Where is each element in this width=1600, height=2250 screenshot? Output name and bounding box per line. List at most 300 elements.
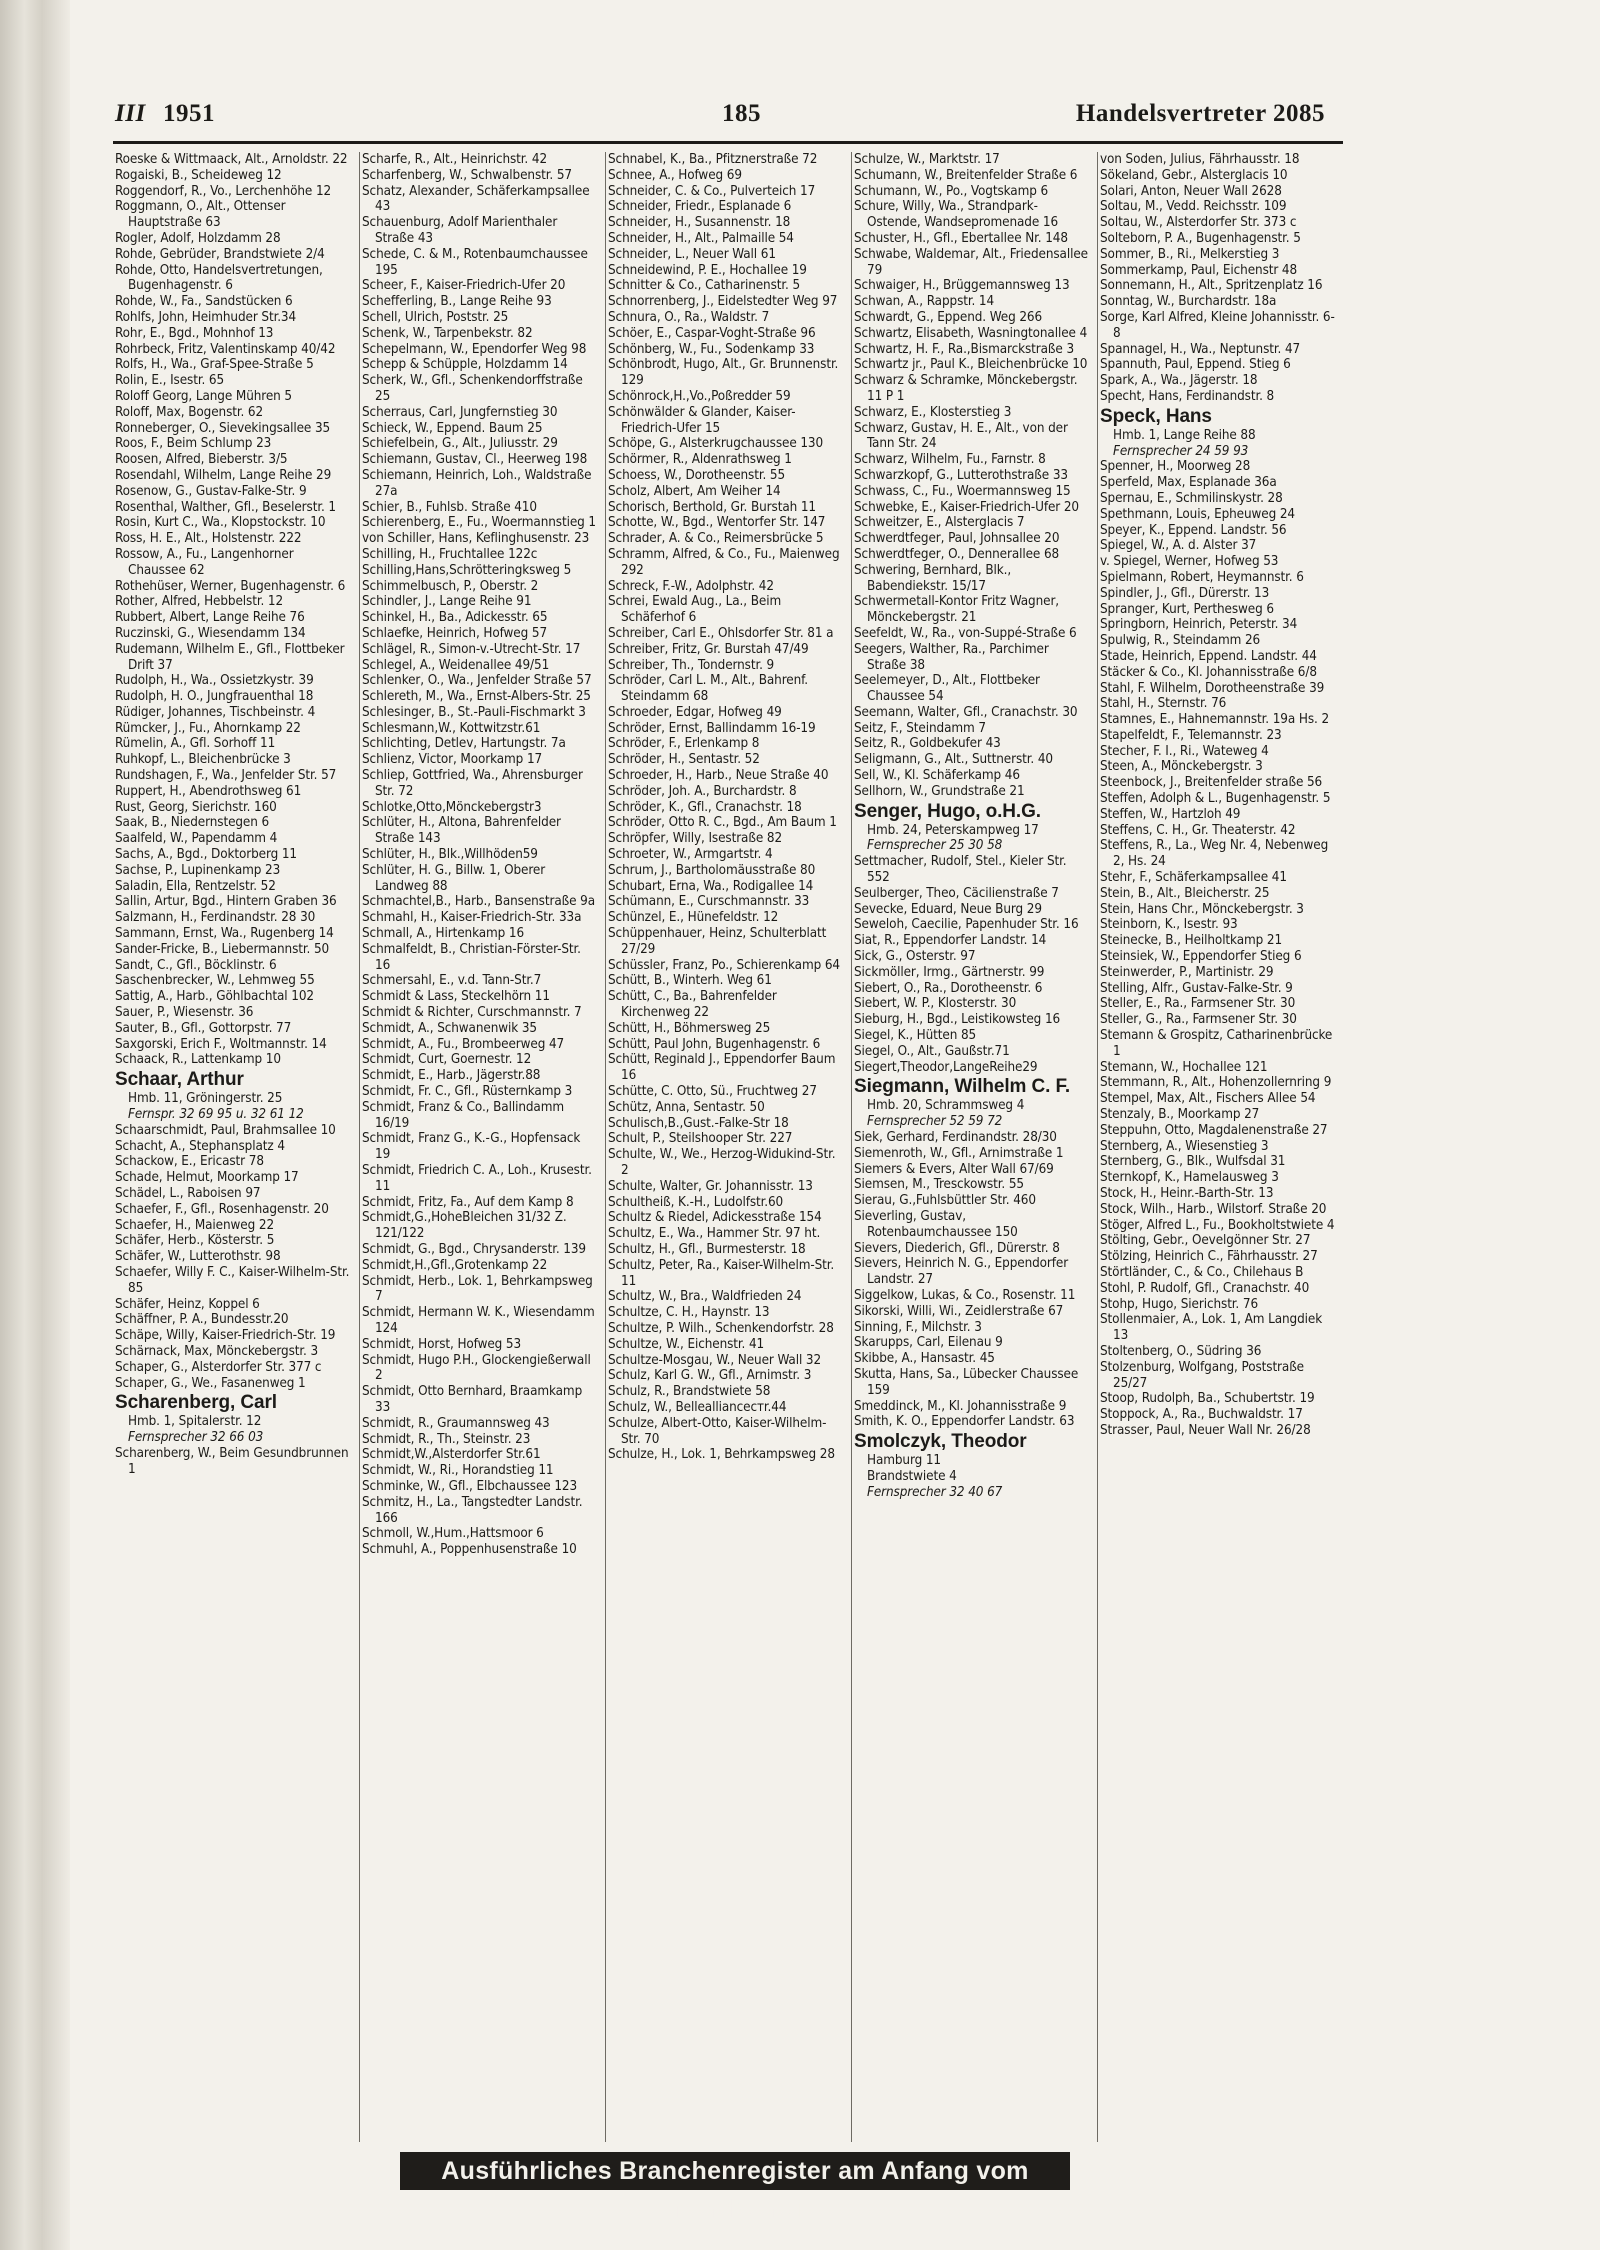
- directory-entry: Schneider, Friedr., Esplanade 6: [608, 199, 792, 215]
- directory-entry: Seitz, F., Steindamm 7: [854, 720, 986, 736]
- directory-entry: Steinecke, B., Heilholtkamp 21: [1100, 933, 1283, 949]
- directory-entry: Spielmann, Robert, Heymannstr. 6: [1100, 569, 1304, 585]
- directory-entry: Schmachtel,B., Harb., Bansenstraße 9a: [362, 894, 595, 910]
- directory-entry: Schimmelbusch, P., Oberstr. 2: [362, 578, 539, 594]
- directory-entry: Rundshagen, F., Wa., Jenfelder Str. 57: [115, 768, 337, 784]
- directory-entry: Rohde, Otto, Handelsvertretungen, Bugenhagenstr. 6: [115, 262, 323, 294]
- directory-entry: Soltau, W., Alsterdorfer Str. 373 c: [1100, 215, 1297, 231]
- directory-entry: Ruhkopf, L., Bleichenbrücke 3: [115, 752, 291, 768]
- directory-entry: Schultz, Peter, Ra., Kaiser-Wilhelm-Str. 11: [608, 1257, 835, 1289]
- directory-entry: Schäffner, P. A., Bundesstr.20: [115, 1312, 289, 1328]
- phone-line: Fernsprecher 25 30 58: [867, 838, 1003, 854]
- directory-entry: Schröder, H., Sentastr. 52: [608, 752, 760, 768]
- book-binding-edge: [0, 0, 71, 2250]
- directory-entry: Schwarzkopf, G., Lutterothstraße 33: [854, 467, 1068, 483]
- directory-entry: Schumann, W., Breitenfelder Straße 6: [854, 167, 1078, 183]
- directory-entry: Schauenburg, Adolf Marienthaler Straße 43: [362, 215, 558, 246]
- directory-entry: Schmidt,G.,HoheBleichen 31/32 Z. 121/122: [362, 1210, 567, 1242]
- directory-entry: Hmb. 1, Spitalerstr. 12: [128, 1414, 262, 1430]
- directory-entry: Stöger, Alfred L., Fu., Bookholtstwiete 4: [1100, 1217, 1335, 1233]
- directory-entry: Rohde, Gebrüder, Brandstwiete 2/4: [115, 246, 325, 262]
- directory-entry: Hmb. 24, Peterskampweg 17: [867, 822, 1039, 838]
- directory-entry: Schefferling, B., Lange Reihe 93: [362, 294, 552, 310]
- directory-entry: Stecher, F. I., Ri., Wateweg 4: [1100, 743, 1269, 759]
- directory-entry: Schädel, L., Raboisen 97: [115, 1186, 261, 1201]
- directory-entry: Schepp & Schüpple, Holzdamm 14: [362, 357, 568, 373]
- directory-entry: Stein, Hans Chr., Mönckebergstr. 3: [1100, 901, 1304, 917]
- directory-entry: Roeske & Wittmaack, Alt., Arnoldstr. 22: [115, 152, 348, 167]
- directory-entry: Siemsen, M., Tresckowstr. 55: [854, 1177, 1024, 1193]
- directory-entry: Schmidt & Lass, Steckelhörn 11: [362, 989, 550, 1005]
- directory-entry: Specht, Hans, Ferdinandstr. 8: [1100, 388, 1275, 404]
- directory-entry: Stapelfeldt, F., Telemannstr. 23: [1100, 727, 1282, 743]
- directory-entry: Schwebke, E., Kaiser-Friedrich-Ufer 20: [854, 499, 1079, 515]
- directory-entry: Springborn, Heinrich, Peterstr. 34: [1100, 617, 1298, 633]
- directory-entry: Schünzel, E., Hünefeldstr. 12: [608, 910, 779, 926]
- directory-entry: Schoess, W., Dorotheenstr. 55: [608, 467, 786, 483]
- directory-entry: Steffens, R., La., Weg Nr. 4, Nebenweg 2, Hs. 24: [1100, 838, 1329, 870]
- directory-entry: Seulberger, Theo, Cäcilienstraße 7: [854, 885, 1059, 901]
- directory-entry: Schmidt & Richter, Curschmannstr. 7: [362, 1005, 582, 1021]
- directory-entry: Schlichting, Detlev, Hartungstr. 7a: [362, 736, 566, 752]
- directory-entry: Sieburg, H., Bgd., Leistikowsteg 16: [854, 1012, 1061, 1028]
- directory-entry: Schröder, Ernst, Ballindamm 16-19: [608, 720, 816, 736]
- phone-line: Fernsprecher 32 40 67: [867, 1484, 1003, 1500]
- directory-entry: Ronneberger, O., Sievekingsallee 35: [115, 420, 331, 436]
- directory-entry: Roloff Georg, Lange Mühren 5: [115, 388, 292, 404]
- directory-entry: Schaper, G., Alsterdorfer Str. 377 c: [115, 1359, 322, 1375]
- directory-column-1: [113, 152, 359, 2142]
- directory-entry: Schilling, H., Fruchtallee 122c: [362, 546, 538, 562]
- directory-entry: Skibbe, A., Hansastr. 45: [854, 1351, 995, 1367]
- directory-entry: Schroeder, Edgar, Hofweg 49: [608, 704, 782, 720]
- directory-entry: Schwaiger, H., Brüggemannsweg 13: [854, 278, 1070, 294]
- directory-entry: Rogler, Adolf, Holzdamm 28: [115, 230, 281, 246]
- phone-line: Fernsprecher 32 66 03: [128, 1430, 264, 1446]
- directory-entry: Sick, G., Osterstr. 97: [854, 949, 976, 965]
- directory-entry: Schiemann, Gustav, Cl., Heerweg 198: [362, 452, 588, 468]
- directory-column-5: [1097, 152, 1343, 2142]
- directory-entry: Schöer, E., Caspar-Voght-Straße 96: [608, 325, 816, 341]
- directory-entry: Rolin, E., Isestr. 65: [115, 373, 225, 389]
- directory-entry: Schmalfeldt, B., Christian-Förster-Str. 16: [362, 941, 581, 973]
- directory-entry: Hmb. 20, Schrammsweg 4: [867, 1098, 1025, 1114]
- directory-entry: Ruczinski, G., Wiesendamm 134: [115, 625, 306, 641]
- directory-entry: Rudolph, H. O., Jungfrauenthal 18: [115, 689, 314, 705]
- directory-entry: Sternkopf, K., Hamelausweg 3: [1100, 1170, 1279, 1186]
- directory-entry: Störtländer, C., & Co., Chilehaus B: [1100, 1264, 1304, 1280]
- directory-entry: Schönbrodt, Hugo, Alt., Gr. Brunnenstr. 129: [608, 357, 839, 389]
- directory-entry: Steller, E., Ra., Farmsener Str. 30: [1100, 996, 1296, 1012]
- directory-entry: Stamnes, E., Hahnemannstr. 19a Hs. 2: [1100, 712, 1330, 728]
- directory-entry: Schörmer, R., Aldenrathsweg 1: [608, 452, 792, 468]
- directory-entry: Rümcker, J., Fu., Ahornkamp 22: [115, 720, 301, 736]
- directory-entry: Schwarz, Wilhelm, Fu., Farnstr. 8: [854, 452, 1046, 468]
- directory-entry: Seelemeyer, D., Alt., Flottbeker Chaussee 54: [854, 673, 1040, 705]
- directory-entry: Schulze, W., Marktstr. 17: [854, 152, 1000, 167]
- directory-entry: Stein, B., Alt., Bleicherstr. 25: [1100, 885, 1270, 901]
- directory-entry: Sternberg, G., Blk., Wulfsdal 31: [1100, 1154, 1286, 1170]
- page-number: 185: [722, 100, 761, 127]
- directory-entry: Sorge, Karl Alfred, Kleine Johannisstr. 6-8: [1100, 309, 1335, 341]
- directory-entry: Siegel, K., Hütten 85: [854, 1028, 977, 1044]
- directory-entry: Rudemann, Wilhelm E., Gfl., Flottbeker Drift 37: [115, 641, 345, 673]
- directory-entry: Schmidt, Franz G., K.-G., Hopfensack 19: [362, 1131, 581, 1163]
- directory-entry: Schulze, H., Lok. 1, Behrkampsweg 28: [608, 1447, 835, 1463]
- directory-entry: Settmacher, Rudolf, Stel., Kieler Str. 552: [854, 854, 1067, 886]
- directory-entry: Seefeldt, W., Ra., von-Suppé-Straße 6: [854, 625, 1077, 641]
- directory-entry: Saladin, Ella, Rentzelstr. 52: [115, 878, 276, 894]
- directory-entry: Schmidt, E., Harb., Jägerstr.88: [362, 1068, 541, 1084]
- directory-entry: Scholz, Albert, Am Weiher 14: [608, 483, 781, 499]
- directory-entry: Schult, P., Steilshooper Str. 227: [608, 1131, 793, 1147]
- directory-entry: Solteborn, P. A., Bugenhagenstr. 5: [1100, 230, 1301, 246]
- directory-entry: Schwartz jr., Paul K., Bleichenbrücke 10: [854, 357, 1088, 373]
- directory-entry: Sallin, Artur, Bgd., Hintern Graben 36: [115, 894, 337, 910]
- directory-entry: Ruppert, H., Abendrothsweg 61: [115, 783, 302, 799]
- directory-entry: Saschenbrecker, W., Lehmweg 55: [115, 973, 315, 989]
- directory-entry: Schulze, Albert-Otto, Kaiser-Wilhelm-Str. 70: [608, 1415, 827, 1447]
- directory-entry: Stahl, H., Sternstr. 76: [1100, 696, 1227, 712]
- directory-entry: Steller, G., Ra., Farmsener Str. 30: [1100, 1012, 1297, 1028]
- directory-entry: Schultz, H., Gfl., Burmesterstr. 18: [608, 1241, 806, 1257]
- footer-banner: Ausführliches Branchenregister am Anfang vom Branchenteil: [400, 2152, 1070, 2190]
- directory-entry: Stoop, Rudolph, Ba., Schubertstr. 19: [1100, 1391, 1315, 1407]
- directory-entry: Rother, Alfred, Hebbelstr. 12: [115, 594, 284, 610]
- directory-entry: Schulisch,B.,Gust.-Falke-Str 18: [608, 1115, 789, 1131]
- phone-line: Fernspr. 32 69 95 u. 32 61 12: [128, 1107, 304, 1123]
- directory-entry: Schell, Ulrich, Poststr. 25: [362, 309, 509, 325]
- directory-entry: Schmidt, A., Fu., Brombeerweg 47: [362, 1036, 565, 1052]
- directory-entry: Schroeder, H., Harb., Neue Straße 40: [608, 768, 829, 784]
- directory-entry: Schäfer, Heinz, Koppel 6: [115, 1296, 260, 1312]
- directory-entry: Spernau, E., Schmilinskystr. 28: [1100, 490, 1283, 506]
- directory-entry: Rohr, E., Bgd., Mohnhof 13: [115, 325, 274, 341]
- directory-entry: Schiefelbein, G., Alt., Juliusstr. 29: [362, 436, 558, 452]
- header-rule: [113, 141, 1343, 144]
- directory-entry: Sammann, Ernst, Wa., Rugenberg 14: [115, 926, 334, 942]
- directory-entry: Schaefer, F., Gfl., Rosenhagenstr. 20: [115, 1201, 329, 1217]
- directory-entry: Siegel, O., Alt., Gaußstr.71: [854, 1043, 1010, 1059]
- directory-entry: Schlüter, H. G., Billw. 1, Oberer Landweg 88: [362, 862, 546, 894]
- directory-entry: Steen, A., Mönckebergstr. 3: [1100, 759, 1263, 775]
- directory-entry: Spark, A., Wa., Jägerstr. 18: [1100, 373, 1258, 389]
- directory-entry: Stock, H., Heinr.-Barth-Str. 13: [1100, 1186, 1274, 1201]
- directory-entry: Sievers, Diederich, Gfl., Dürerstr. 8: [854, 1240, 1060, 1256]
- directory-entry: Sandt, C., Gfl., Böcklinstr. 6: [115, 957, 277, 973]
- directory-entry: Rohde, W., Fa., Sandstücken 6: [115, 294, 293, 310]
- section-title: Handelsvertreter 2085: [1075, 100, 1325, 127]
- directory-entry: Siemenroth, W., Gfl., Arnimstraße 1: [854, 1145, 1064, 1161]
- directory-entry: Saak, B., Niedernstegen 6: [115, 815, 270, 831]
- directory-entry: Hamburg 11: [867, 1453, 941, 1469]
- directory-entry: Schultz & Riedel, Adickesstraße 154: [608, 1210, 822, 1226]
- directory-entry: Seemann, Walter, Gfl., Cranachstr. 30: [854, 704, 1078, 720]
- directory-entry: Sachs, A., Bgd., Doktorberg 11: [115, 847, 297, 863]
- phone-line: Fernsprecher 52 59 72: [867, 1114, 1003, 1130]
- directory-entry: Schmidt, R., Graumannsweg 43: [362, 1415, 550, 1431]
- directory-entry: Stenzaly, B., Moorkamp 27: [1100, 1107, 1260, 1123]
- directory-entry: Schröder, K., Gfl., Cranachstr. 18: [608, 799, 802, 815]
- directory-entry: Rudolph, H., Wa., Ossietzkystr. 39: [115, 673, 314, 689]
- directory-entry: Hmb. 11, Gröningerstr. 25: [128, 1091, 283, 1107]
- directory-entry: Spenner, H., Moorweg 28: [1100, 459, 1251, 475]
- directory-entry: Rossow, A., Fu., Langenhorner Chaussee 62: [115, 546, 294, 578]
- directory-entry: Schmidt, Franz & Co., Ballindamm 16/19: [362, 1099, 564, 1131]
- directory-entry: Stäcker & Co., Kl. Johannisstraße 6/8: [1100, 664, 1317, 680]
- directory-entry: Schede, C. & M., Rotenbaumchaussee 195: [362, 246, 588, 278]
- directory-entry: Stemmann, R., Alt., Hohenzollernring 9: [1100, 1075, 1332, 1091]
- directory-entry: Scharfe, R., Alt., Heinrichstr. 42: [362, 152, 548, 167]
- directory-entry: von Soden, Julius, Fährhausstr. 18: [1100, 152, 1300, 167]
- directory-entry: Schmidt,H.,Gfl.,Grotenkamp 22: [362, 1257, 548, 1273]
- directory-entry: Steffen, Adolph & L., Bugenhagenstr. 5: [1100, 791, 1331, 807]
- directory-entry: Schütte, C. Otto, Sü., Fruchtweg 27: [608, 1084, 817, 1100]
- directory-entry: Scherk, W., Gfl., Schenkendorffstraße 25: [362, 373, 583, 404]
- directory-entry: Schure, Willy, Wa., Strandpark-Ostende, Wandsepromenade 16: [854, 199, 1059, 231]
- directory-entry: Schönberg, W., Fu., Sodenkamp 33: [608, 341, 815, 357]
- directory-entry: Schultze, W., Eichenstr. 41: [608, 1336, 765, 1352]
- firm-heading: Speck, Hans: [1100, 405, 1212, 427]
- directory-entry: Schneider, H., Susannenstr. 18: [608, 215, 791, 231]
- directory-entry: Schramm, Alfred, & Co., Fu., Maienweg 292: [608, 546, 840, 578]
- directory-entry: Sattig, A., Harb., Göhlbachtal 102: [115, 989, 314, 1005]
- directory-entry: Siggelkow, Lukas, & Co., Rosenstr. 11: [854, 1287, 1076, 1303]
- directory-entry: Siegert,Theodor,LangeReihe29: [854, 1059, 1038, 1075]
- directory-entry: Schäfer, W., Lutterothstr. 98: [115, 1249, 281, 1265]
- directory-entry: von Schiller, Hans, Keflinghusenstr. 23: [362, 531, 590, 547]
- directory-entry: Stahl, F. Wilhelm, Dorotheenstraße 39: [1100, 680, 1325, 696]
- directory-entry: Sinning, F., Milchstr. 3: [854, 1319, 982, 1335]
- directory-entry: Schacht, A., Stephansplatz 4: [115, 1138, 285, 1154]
- directory-entry: Schultz, W., Bra., Waldfrieden 24: [608, 1289, 802, 1305]
- directory-entry: Roggendorf, R., Vo., Lerchenhöhe 12: [115, 183, 332, 199]
- directory-entry: Spannuth, Paul, Eppend. Stieg 6: [1100, 357, 1291, 373]
- directory-entry: Schlotke,Otto,Mönckebergstr3: [362, 799, 542, 815]
- directory-entry: Schnura, O., Ra., Waldstr. 7: [608, 309, 770, 325]
- directory-entry: Schmidt, Horst, Hofweg 53: [362, 1336, 522, 1352]
- directory-entry: Seligmann, G., Alt., Suttnerstr. 40: [854, 752, 1053, 768]
- directory-entry: Schlereth, M., Wa., Ernst-Albers-Str. 25: [362, 689, 591, 705]
- directory-entry: Rosenthal, Walther, Gfl., Beselerstr. 1: [115, 499, 336, 515]
- directory-entry: Schütt, H., Böhmersweg 25: [608, 1020, 771, 1036]
- year: 1951: [163, 100, 215, 127]
- directory-entry: Schlesinger, B., St.-Pauli-Fischmarkt 3: [362, 704, 586, 720]
- directory-entry: Strasser, Paul, Neuer Wall Nr. 26/28: [1100, 1422, 1311, 1438]
- directory-entry: Schröder, Carl L. M., Alt., Bahrenf. Steindamm 68: [608, 673, 809, 705]
- directory-column-4: [851, 152, 1097, 2142]
- directory-entry: v. Spiegel, Werner, Hofweg 53: [1100, 554, 1279, 570]
- directory-entry: Spannagel, H., Wa., Neptunstr. 47: [1100, 341, 1301, 357]
- directory-entry: Sierau, G.,Fuhlsbüttler Str. 460: [854, 1193, 1036, 1209]
- directory-entry: Schier, B., Fuhlsb. Straße 410: [362, 499, 537, 515]
- directory-entry: Sperfeld, Max, Esplanade 36a: [1100, 475, 1277, 491]
- directory-entry: Schreiber, Fritz, Gr. Burstah 47/49: [608, 641, 809, 657]
- directory-entry: Rüdiger, Johannes, Tischbeinstr. 4: [115, 704, 316, 720]
- directory-entry: Schmoll, W.,Hum.,Hattsmoor 6: [362, 1526, 544, 1542]
- directory-entry: Schmidt, Friedrich C. A., Loh., Krusestr. 11: [362, 1163, 592, 1194]
- directory-entry: Schneider, H., Alt., Palmaille 54: [608, 230, 794, 246]
- directory-entry: Schütt, Paul John, Bugenhagenstr. 6: [608, 1036, 821, 1052]
- directory-entry: Schotte, W., Bgd., Wentorfer Str. 147: [608, 515, 826, 531]
- directory-entry: Sauer, P., Wiesenstr. 36: [115, 1005, 254, 1021]
- directory-entry: Schütt, B., Winterh. Weg 61: [608, 973, 772, 989]
- directory-entry: Schmidt, Herb., Lok. 1, Behrkampsweg 7: [362, 1273, 593, 1305]
- directory-entry: Stohp, Hugo, Sierichstr. 76: [1100, 1296, 1259, 1312]
- phone-line: Fernsprecher 24 59 93: [1113, 443, 1249, 459]
- directory-entry: Schmersahl, E., v.d. Tann-Str.7: [362, 973, 542, 989]
- directory-entry: Schröder, Joh. A., Burchardstr. 8: [608, 783, 797, 799]
- directory-column-3: [605, 152, 851, 2142]
- directory-entry: Schwan, A., Rappstr. 14: [854, 294, 995, 310]
- directory-entry: Schulz, Karl G. W., Gfl., Arnimstr. 3: [608, 1368, 812, 1384]
- directory-entry: Schreiber, Carl E., Ohlsdorfer Str. 81 a: [608, 625, 834, 641]
- directory-entry: Siemers & Evers, Alter Wall 67/69: [854, 1161, 1054, 1177]
- directory-entry: Sevecke, Eduard, Neue Burg 29: [854, 901, 1042, 917]
- directory-entry: Schaack, R., Lattenkamp 10: [115, 1052, 281, 1068]
- directory-entry: Scheer, F., Kaiser-Friedrich-Ufer 20: [362, 278, 566, 294]
- directory-entry: Schütt, C., Ba., Bahrenfelder Kirchenweg 22: [608, 989, 777, 1021]
- directory-entry: Roloff, Max, Bogenstr. 62: [115, 404, 264, 420]
- directory-entry: Schütz, Anna, Sentastr. 50: [608, 1099, 765, 1115]
- directory-entry: Stolzenburg, Wolfgang, Poststraße 25/27: [1100, 1359, 1304, 1391]
- directory-entry: Schwartz, H. F., Ra.,Bismarckstraße 3: [854, 341, 1075, 357]
- directory-entry: Steinwerder, P., Martinistr. 29: [1100, 964, 1274, 980]
- directory-entry: Schöpe, G., Alsterkrugchaussee 130: [608, 436, 824, 452]
- firm-heading: Smolczyk, Theodor: [854, 1431, 1027, 1453]
- directory-entry: Schulz, R., Brandstwiete 58: [608, 1384, 771, 1400]
- directory-entry: Sieverling, Gustav, Rotenbaumchaussee 150: [854, 1209, 1018, 1240]
- directory-entry: Schmidt, Fr. C., Gfl., Rüsternkamp 3: [362, 1084, 573, 1100]
- directory-entry: Schultze-Mosgau, W., Neuer Wall 32: [608, 1352, 822, 1368]
- directory-entry: Rosenow, G., Gustav-Falke-Str. 9: [115, 483, 307, 499]
- directory-entry: Sökeland, Gebr., Alsterglacis 10: [1100, 167, 1288, 183]
- directory-entry: Schwardt, G., Eppend. Weg 266: [854, 309, 1043, 325]
- directory-entry: Stade, Heinrich, Eppend. Landstr. 44: [1100, 648, 1317, 664]
- directory-entry: Spiegel, W., A. d. Alster 37: [1100, 538, 1257, 554]
- directory-entry: Schuster, H., Gfl., Ebertallee Nr. 148: [854, 230, 1068, 246]
- directory-entry: Seweloh, Caecilie, Papenhuder Str. 16: [854, 917, 1079, 933]
- directory-entry: Schaarschmidt, Paul, Brahmsallee 10: [115, 1122, 336, 1138]
- directory-entry: Schlesmann,W., Kottwitzstr.61: [362, 720, 541, 736]
- directory-entry: Schmidt, Hugo P.H., Glockengießerwall 2: [362, 1352, 591, 1384]
- directory-entry: Schmidt, A., Schwanenwik 35: [362, 1020, 537, 1036]
- directory-entry: Siebert, O., Ra., Dorotheenstr. 6: [854, 980, 1043, 996]
- directory-entry: Steinborn, K., Isestr. 93: [1100, 917, 1238, 933]
- directory-entry: Schröpfer, Willy, Isestraße 82: [608, 831, 783, 847]
- directory-entry: Speyer, K., Eppend. Landstr. 56: [1100, 522, 1287, 538]
- directory-entry: Schmidt, W., Ri., Horandstieg 11: [362, 1463, 554, 1479]
- directory-entry: Schneider, C. & Co., Pulverteich 17: [608, 183, 816, 199]
- directory-entry: Schmidt, Hermann W. K., Wiesendamm 124: [362, 1305, 595, 1336]
- directory-entry: Schütt, Reginald J., Eppendorfer Baum 16: [608, 1052, 836, 1084]
- page-header: [115, 100, 1325, 140]
- directory-entry: Stohl, P. Rudolf, Gfl., Cranachstr. 40: [1100, 1280, 1310, 1296]
- directory-entry: Schwarz, Gustav, H. E., Alt., von der Tann Str. 24: [854, 420, 1068, 452]
- directory-entry: Schmuhl, A., Poppenhusenstraße 10: [362, 1542, 577, 1558]
- directory-entry: Smith, K. O., Eppendorfer Landstr. 63: [854, 1414, 1075, 1430]
- directory-entry: Schiemann, Heinrich, Loh., Waldstraße 27a: [362, 467, 592, 499]
- directory-entry: Steffen, W., Hartzloh 49: [1100, 806, 1241, 822]
- directory-entry: Schmidt, Otto Bernhard, Braamkamp 33: [362, 1384, 583, 1415]
- directory-entry: Schmall, A., Hirtenkamp 16: [362, 926, 525, 942]
- directory-entry: Scharenberg, W., Beim Gesundbrunnen 1: [115, 1445, 349, 1477]
- directory-entry: Solari, Anton, Neuer Wall 2628: [1100, 183, 1282, 199]
- firm-heading: Senger, Hugo, o.H.G.: [854, 800, 1041, 822]
- directory-entry: Soltau, M., Vedd. Reichsstr. 109: [1100, 199, 1287, 215]
- directory-entry: Schaefer, Willy F. C., Kaiser-Wilhelm-Str. 85: [115, 1264, 350, 1296]
- directory-entry: Schepelmann, W., Ependorfer Weg 98: [362, 341, 587, 357]
- directory-entry: Schubart, Erna, Wa., Rodigallee 14: [608, 878, 814, 894]
- directory-entry: Stempel, Max, Alt., Fischers Allee 54: [1100, 1091, 1316, 1107]
- directory-entry: Schüppenhauer, Heinz, Schulterblatt 27/29: [608, 926, 827, 957]
- directory-entry: Stoltenberg, O., Südring 36: [1100, 1343, 1262, 1359]
- directory-entry: Scherraus, Carl, Jungfernstieg 30: [362, 404, 558, 420]
- directory-entry: Schulte, W., We., Herzog-Widukind-Str. 2: [608, 1147, 836, 1178]
- directory-entry: Schnorrenberg, J., Eidelstedter Weg 97: [608, 294, 838, 310]
- directory-entry: Schönwälder & Glander, Kaiser-Friedrich-Ufer 15: [608, 404, 796, 436]
- directory-entry: Sachse, P., Lupinenkamp 23: [115, 862, 281, 878]
- directory-entry: Stehr, F., Schäferkampsallee 41: [1100, 870, 1287, 886]
- directory-entry: Roggmann, O., Alt., Ottenser Hauptstraße 63: [115, 199, 286, 231]
- directory-entry: Ross, H. E., Alt., Holstenstr. 222: [115, 531, 302, 547]
- directory-entry: Saalfeld, W., Papendamm 4: [115, 831, 278, 847]
- directory-entry: Sievers, Heinrich N. G., Eppendorfer Landstr. 27: [854, 1256, 1069, 1288]
- directory-entry: Schackow, E., Ericastr 78: [115, 1154, 264, 1170]
- directory-entry: Schmidt, G., Bgd., Chrysanderstr. 139: [362, 1241, 586, 1257]
- firm-heading: Siegmann, Wilhelm C. F.: [854, 1076, 1071, 1098]
- directory-entry: Siebert, W. P., Klosterstr. 30: [854, 996, 1017, 1012]
- directory-entry: Stelling, Alfr., Gustav-Falke-Str. 9: [1100, 980, 1293, 996]
- directory-entry: Rubbert, Albert, Lange Reihe 76: [115, 610, 305, 626]
- directory-entry: Schultz, E., Wa., Hammer Str. 97 ht.: [608, 1226, 821, 1242]
- directory-entry: Schäpe, Willy, Kaiser-Friedrich-Str. 19: [115, 1328, 336, 1344]
- directory-entry: Schüssler, Franz, Po., Schierenkamp 64: [608, 957, 840, 973]
- directory-entry: Schröder, Otto R. C., Bgd., Am Baum 1: [608, 815, 837, 831]
- directory-entry: Schumann, W., Po., Vogtskamp 6: [854, 183, 1049, 199]
- directory-entry: Rosendahl, Wilhelm, Lange Reihe 29: [115, 467, 332, 483]
- directory-entry: Schwarz, E., Klosterstieg 3: [854, 404, 1012, 420]
- directory-entry: Schröder, F., Erlenkamp 8: [608, 736, 760, 752]
- directory-entry: Schulz, W., Belleallianceстr.44: [608, 1399, 787, 1415]
- directory-entry: Siek, Gerhard, Ferdinandstr. 28/30: [854, 1130, 1057, 1146]
- directory-entry: Brandstwiete 4: [867, 1468, 957, 1484]
- directory-entry: Schwartz, Elisabeth, Wasningtonallee 4: [854, 325, 1088, 341]
- directory-entry: Spindler, J., Gfl., Dürerstr. 13: [1100, 585, 1270, 601]
- directory-entry: Schwarz & Schramke, Mönckebergstr. 11 P 1: [854, 373, 1078, 404]
- directory-entry: Stock, Wilh., Harb., Wilstorf. Straße 20: [1100, 1201, 1327, 1217]
- directory-entry: Schorisch, Berthold, Gr. Burstah 11: [608, 499, 816, 515]
- directory-entry: Schilling,Hans,Schrötteringksweg 5: [362, 562, 572, 578]
- directory-entry: Rosin, Kurt C., Wa., Klopstockstr. 10: [115, 515, 326, 531]
- directory-entry: Rogaiski, B., Scheideweg 12: [115, 167, 282, 183]
- directory-entry: Stemann & Grospitz, Catharinenbrücke 1: [1100, 1028, 1333, 1059]
- directory-entry: Schärnack, Max, Mönckebergstr. 3: [115, 1343, 319, 1359]
- directory-entry: Rust, Georg, Sierichstr. 160: [115, 799, 277, 815]
- directory-entry: Schäfer, Herb., Kösterstr. 5: [115, 1233, 275, 1249]
- directory-entry: Schenk, W., Tarpenbekstr. 82: [362, 325, 533, 341]
- directory-entry: Schnabel, K., Ba., Pfitznerstraße 72: [608, 152, 818, 167]
- directory-entry: Schwermetall-Kontor Fritz Wagner, Mönckebergstr. 21: [854, 594, 1060, 626]
- directory-entry: Schmidt, R., Th., Steinstr. 23: [362, 1431, 531, 1447]
- directory-entry: Schmidt, Fritz, Fa., Auf dem Kamp 8: [362, 1194, 574, 1210]
- directory-entry: Sickmöller, Irmg., Gärtnerstr. 99: [854, 964, 1045, 980]
- directory-entry: Scharfenberg, W., Schwalbenstr. 57: [362, 167, 572, 183]
- directory-entry: Schminke, W., Gfl., Elbchaussee 123: [362, 1478, 578, 1494]
- directory-entry: Schlenker, O., Wa., Jenfelder Straße 57: [362, 673, 592, 689]
- directory-entry: Steinsiek, W., Eppendorfer Stieg 6: [1100, 949, 1302, 965]
- directory-entry: Sonntag, W., Burchardstr. 18a: [1100, 294, 1277, 310]
